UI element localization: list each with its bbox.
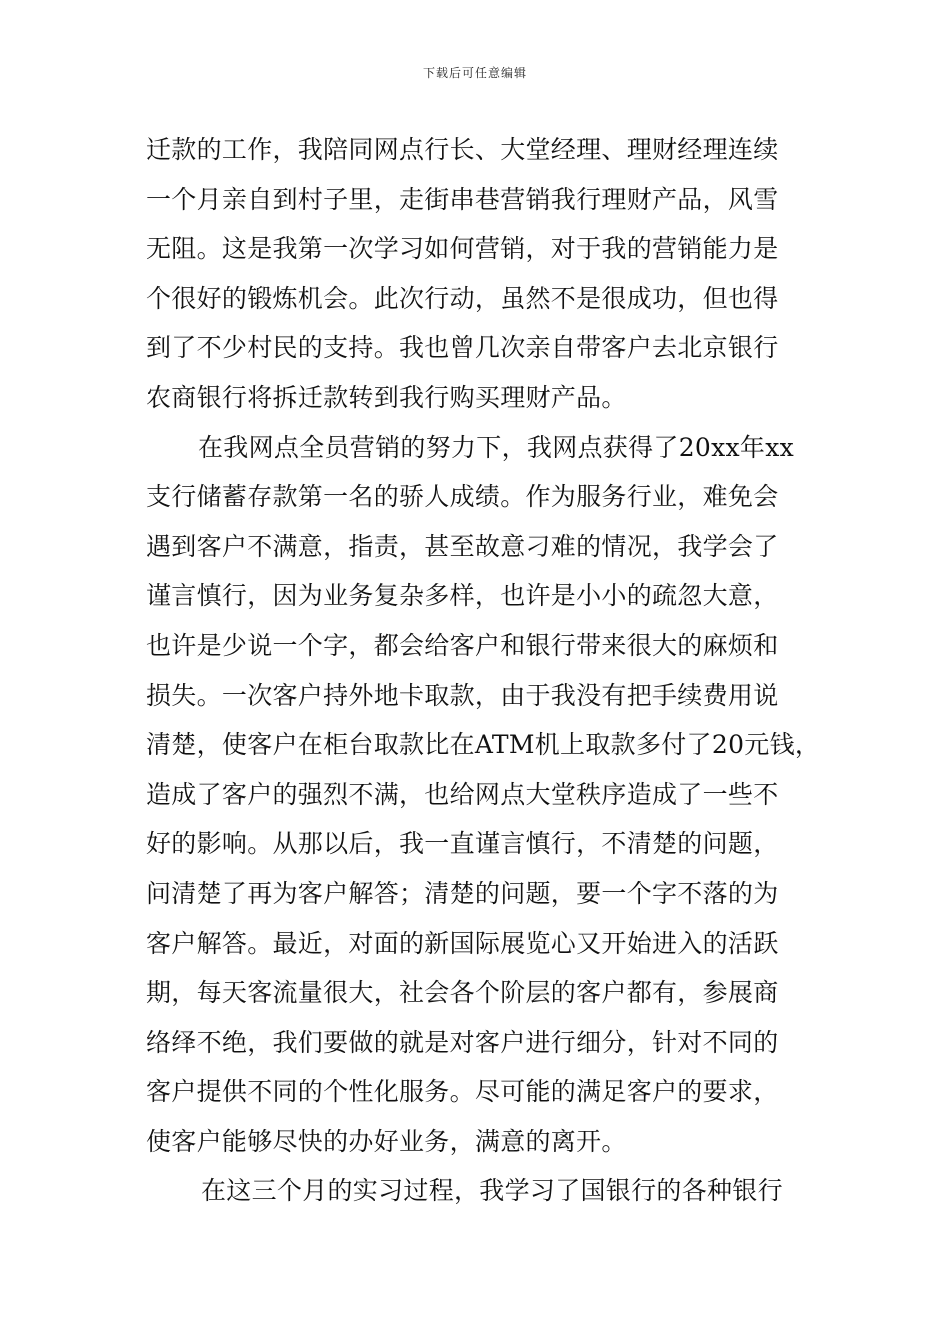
text-line: 也许是少说一个字，都会给客户和银行带来很大的麻烦和 bbox=[146, 630, 779, 660]
text-line: 个很好的锻炼机会。此次行动，虽然不是很成功，但也得 bbox=[146, 283, 779, 313]
text-line: 问清楚了再为客户解答；清楚的问题，要一个字不落的为 bbox=[146, 878, 779, 908]
text-line: 客户解答。最近，对面的新国际展览心又开始进入的活跃 bbox=[146, 928, 779, 958]
text-line: 到了不少村民的支持。我也曾几次亲自带客户去北京银行 bbox=[146, 333, 779, 363]
text-line: 使客户能够尽快的办好业务，满意的离开。 bbox=[146, 1126, 627, 1156]
text-line: 无阻。这是我第一次学习如何营销，对于我的营销能力是 bbox=[146, 234, 779, 264]
page-header: 下载后可任意编辑 bbox=[422, 66, 527, 80]
text-line: 造成了客户的强烈不满，也给网点大堂秩序造成了一些不 bbox=[146, 779, 779, 809]
paragraph-first-line: 在这三个月的实习过程，我学习了国银行的各种银行 bbox=[201, 1176, 783, 1206]
text-line: 清楚，使客户在柜台取款比在ATM机上取款多付了20元钱， bbox=[146, 730, 821, 760]
text-line: 农商银行将拆迁款转到我行购买理财产品。 bbox=[146, 382, 627, 412]
text-line: 好的影响。从那以后，我一直谨言慎行，不清楚的问题， bbox=[146, 829, 779, 859]
text-line: 一个月亲自到村子里，走街串巷营销我行理财产品，风雪 bbox=[146, 184, 779, 214]
text-line: 谨言慎行，因为业务复杂多样，也许是小小的疏忽大意， bbox=[146, 581, 779, 611]
text-line: 迁款的工作，我陪同网点行长、大堂经理、理财经理连续 bbox=[146, 135, 779, 164]
paragraph-first-line: 在我网点全员营销的努力下，我网点获得了20xx年xx bbox=[198, 432, 795, 462]
text-line: 支行储蓄存款第一名的骄人成绩。作为服务行业，难免会 bbox=[146, 482, 779, 512]
document-body bbox=[146, 125, 836, 1216]
text-line: 期，每天客流量很大，社会各个阶层的客户都有，参展商 bbox=[146, 978, 779, 1008]
text-line: 络绎不绝，我们要做的就是对客户进行细分，针对不同的 bbox=[146, 1027, 779, 1057]
text-line: 客户提供不同的个性化服务。尽可能的满足客户的要求， bbox=[146, 1077, 779, 1107]
text-line: 遇到客户不满意，指责，甚至故意刁难的情况，我学会了 bbox=[146, 531, 779, 561]
text-line: 损失。一次客户持外地卡取款，由于我没有把手续费用说 bbox=[146, 680, 779, 710]
